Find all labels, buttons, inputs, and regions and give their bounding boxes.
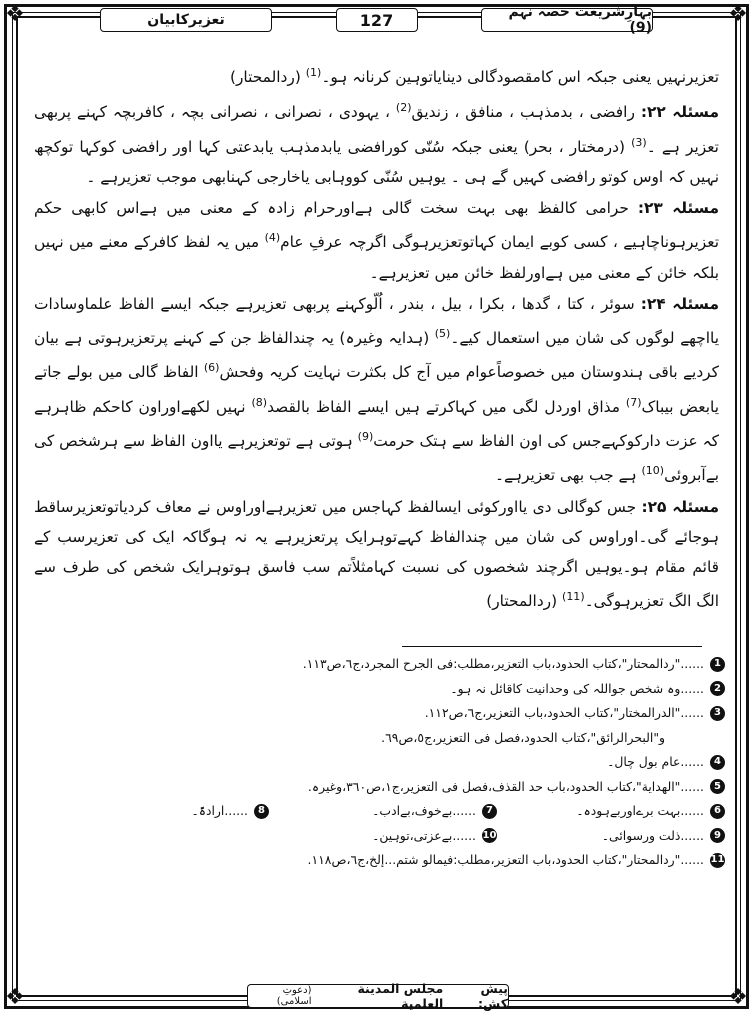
ornament-corner-icon: ❖ bbox=[5, 985, 25, 1010]
footnote: 5 ......"الهداية"،كتاب الحدود،باب حد القذف،فصل فی التعزير،ج١،ص٣٦٠،وغیرہ. bbox=[40, 775, 725, 800]
paragraph: تعزیرنہیں یعنی جبکہ اس کامقصودگالی دینایاتوہین کرنانہ ہو۔$^{(1)}$ (ردالمحتار) bbox=[229, 66, 719, 87]
footnote: 7 ......بےخوف،بےادب۔ bbox=[269, 799, 497, 824]
publisher-org: (دعوتِ اسلامی) bbox=[276, 985, 312, 1007]
footnote: 10 ......بےعزتی،توہین۔ bbox=[372, 827, 497, 843]
footnote: 8 ......ارادۃً۔ bbox=[41, 799, 269, 824]
masala-23: مسئلہ ۲۳: حرامی کالفظ بھی بہت سخت گالی ہےاورحرام زادہ کے معنی میں ہےاس کابھی حکم تعزیرہوناچاہیے ، کسی کوبے ایمان کہاتوتعزیرہوگی اگرچہ عرفِ عام$^{(4)}$ میں یہ لفظ کافرکے معنے میں نہیں بلکہ خائن کے معنی میں ہےاورلفظ خائن میں تعزیرہے۔ bbox=[34, 199, 719, 282]
masala-label: مسئلہ ۲۴: bbox=[640, 294, 719, 313]
masala-25: مسئلہ ۲۵: جس کوگالی دی یااورکوئی ایسالفظ کہاجس میں تعزیرہےاوراوس نے معاف کردیاتوتعزیرساقط ہوجائے گی۔اوراوس کی شان میں چندالفاظ کہےتوہرایک پرتعزیرہے یہ نہ ہوگاکہ ایک کی تعزیرسب کے قائم مقام ہو۔یوہیں اگرچند شخصوں کی نسبت کہامثلاًتم سب فاسق ہوتوہرایک شخص کی طرف سے الگ الگ تعزیرہوگی۔$^{(11)}$ (ردالمحتار) bbox=[34, 497, 719, 611]
footnote: 6 ......بہت برےاوربےہودہ۔ bbox=[497, 799, 725, 824]
footnote: 4 ......عام بول چال۔ bbox=[40, 750, 725, 775]
footnote-row bbox=[40, 824, 725, 849]
footnote: 9 ......ذلت ورسوائی۔ bbox=[497, 824, 725, 849]
footnotes bbox=[40, 652, 725, 873]
publisher-name: مجلس المدينة العلمية bbox=[357, 981, 444, 1011]
chapter-title: تعزیرکابیان bbox=[100, 8, 272, 32]
ornament-corner-icon: ❖ bbox=[728, 985, 748, 1010]
page-header bbox=[100, 6, 653, 34]
masala-label: مسئلہ ۲۲: bbox=[640, 103, 719, 122]
footnote: 11 ......"ردالمحتار"،كتاب الحدود،باب التعزير،مطلب:فيمالو شتم...إلخ،ج٦،ص١١٨. bbox=[307, 852, 725, 867]
masala-22: مسئلہ ۲۲: رافضی ، بدمذہب ، منافق ، زندیق$^{(2)}$ ، یہودی ، نصرانی ، نصرانی بچہ ، کافربچہ کہنے پربھی تعزیر ہے ۔$^{(3)}$ (درمختار ، بحر) یعنی جبکہ سُنّی کورافضی یابدمذہب یابدعتی کہا اور رافضی کوکہا توکچھ نہیں کہ اوس کوتو رافضی کہیں گے ہی ۔ یوہیں سُنّی کووہابی یاخارجی کہنابھی موجب تعزیرہے ۔ bbox=[34, 101, 719, 186]
footnote-divider bbox=[402, 646, 702, 647]
footnote-row bbox=[40, 799, 725, 824]
book-title: بہارِشریعت حصہ نہم (9) bbox=[481, 8, 653, 32]
masala-label: مسئلہ ۲۵: bbox=[641, 497, 719, 516]
footer-prefix: پیش کش: bbox=[478, 981, 508, 1011]
footnote-continued: و"البحرالرائق"،كتاب الحدود،فصل فی التعزير،ج٥،ص٦٩. bbox=[381, 729, 665, 745]
footnote: 1 ......"ردالمحتار"،كتاب الحدود،باب التعزير،مطلب:فی الجرح المجرد،ج٦،ص١١٣. bbox=[40, 652, 725, 677]
ornament-corner-icon: ❖ bbox=[5, 2, 25, 27]
page-number: 127 bbox=[336, 8, 418, 32]
page-footer bbox=[247, 981, 509, 1011]
ornament-corner-icon: ❖ bbox=[728, 2, 748, 27]
masala-label: مسئلہ ۲۳: bbox=[637, 199, 719, 218]
footnote: 3 ......"الدرالمختار"،كتاب الحدود،باب التعزير،ج٦،ص١١٢. bbox=[40, 701, 725, 726]
main-text bbox=[34, 58, 719, 618]
masala-24: مسئلہ ۲۴: سوئر ، کتا ، گدھا ، بکرا ، بیل ، بندر ، اُلّوکہنے پربھی تعزیرہے جبکہ ایسے الفاظ علماوسادات یااچھے لوگوں کی شان میں استعمال کیے۔$^{(5)}$ (ہدایہ وغیرہ) یہ چندالفاظ جن کے کہنے پرتعزیرہوتی ہے بیان کردیے باقی ہندوستان میں خصوصاًعوام میں آج کل بکثرت نہایت کریہ وفحش$^{(6)}$ الفاظ گالی میں بولے جاتے یابعض بیباک$^{(7)}$ مذاق اوردل لگی میں کہاکرتے ہیں ایسے الفاظ بالقصد$^{(8)}$ نہیں لکھےاوراون کاحکم ظاہرہے کہ عزت دارکوکہےجس کی اون الفاظ سے ہتک حرمت$^{(9)}$ ہوتی ہے توتعزیرہے یااون الفاظ سے ہرشخص کی بےآبروئی$^{(10)}$ ہے جب بھی تعزیرہے۔ bbox=[34, 294, 719, 485]
footnote: 2 ......وہ شخص جواللہ کی وحدانیت کاقائل نہ ہو۔ bbox=[40, 677, 725, 702]
